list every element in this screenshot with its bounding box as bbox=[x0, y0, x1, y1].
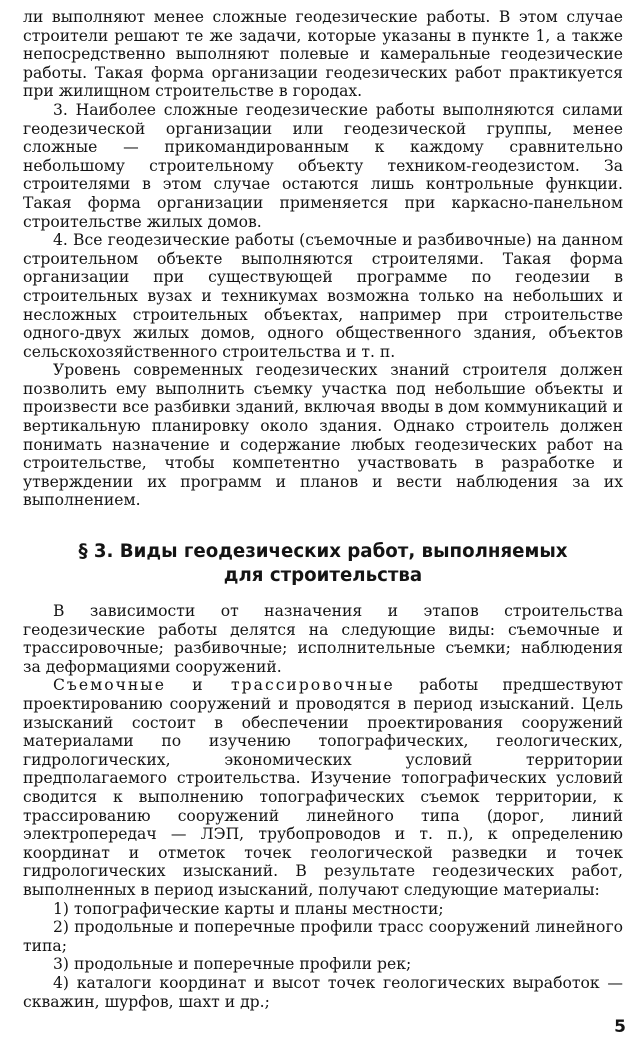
paragraph-item-4: 4. Все геодезические работы (съемочные и разбивочные) на данном строительном объекте выполняются строителями. Такая форма организации при существующей программе по геодезии в строительных вузах и техникумах возможна только на небольших и несложных строительных объектах, например при строительстве одного-двух жилых домов, одного общественного здания, объектов сельскохозяйственного строительства и т. п. bbox=[23, 231, 623, 361]
survey-text: работы предшествуют проектированию сооружений и проводятся в период изысканий. Цель изысканий состоит в обеспечении проектирования сооружений материалами по изучению топографических, геологических, гидрологических, экономических условий территории предполагаемого строительства. Изучение топографических условий сводится к выполнению топографических съемок территории, к трассированию сооружений линейного типа (дорог, линий электропередач — ЛЭП, трубопроводов и т. п.), к определению координат и отметок точек геологической разведки и точек гидрологических изысканий. В результате геодезических работ, выполненных в период изысканий, получают следующие материалы: bbox=[23, 676, 623, 899]
list-item: 3) продольные и поперечные профили рек; bbox=[53, 955, 412, 974]
list-item: 2) продольные и поперечные профили трасс сооружений линейного типа; bbox=[23, 918, 623, 955]
list-item: 4) каталоги координат и высот точек геологических выработок — скважин, шурфов, шахт и др.; bbox=[23, 973, 623, 1011]
survey-term: Съемочные и трассировочные bbox=[53, 676, 395, 695]
paragraph-knowledge-level: Уровень современных геодезических знаний строителя должен позволить ему выполнить съемку участка под небольшие объекты и произвести все разбивки зданий, включая вводы в дом коммуникаций и вертикальную планировку около здания. Однако строитель должен понимать назначение и содержание любых геодезических работ на строительстве, чтобы компетентно участвовать в разработке и утверждении их программ и планов и вести наблюдения за их выполнением. bbox=[23, 361, 623, 510]
section-heading bbox=[23, 540, 623, 588]
section-heading-line2: для строительства bbox=[223, 565, 423, 587]
list-item: 1) топографические карты и планы местности; bbox=[53, 899, 444, 918]
page-number: 5 bbox=[614, 1017, 626, 1037]
section-heading-line1: § 3. Виды геодезических работ, выполняемых bbox=[78, 541, 568, 563]
paragraph-intro: В зависимости от назначения и этапов строительства геодезические работы делятся на следующие виды: съемочные и трассировочные; разбивочные; исполнительные съемки; наблюдения за деформациями сооружений. bbox=[23, 602, 623, 676]
page-body bbox=[23, 8, 623, 1011]
paragraph-item-3: 3. Наиболее сложные геодезические работы выполняются силами геодезической организации или геодезической группы, менее сложные — прикомандированным к каждому сравнительно небольшому строительному объекту техником-геодезистом. За строителями в этом случае остаются лишь контрольные функции. Такая форма организации применяется при каркасно-панельном строительстве жилых домов. bbox=[23, 100, 623, 231]
paragraph-survey bbox=[23, 676, 623, 899]
paragraph-continuation: ли выполняют менее сложные геодезические работы. В этом случае строители решают те же задачи, которые указаны в пункте 1, а также непосредственно выполняют полевые и камеральные геодезические работы. Такая форма организации геодезических работ практикуется при жилищном строительстве в городах. bbox=[23, 8, 623, 101]
